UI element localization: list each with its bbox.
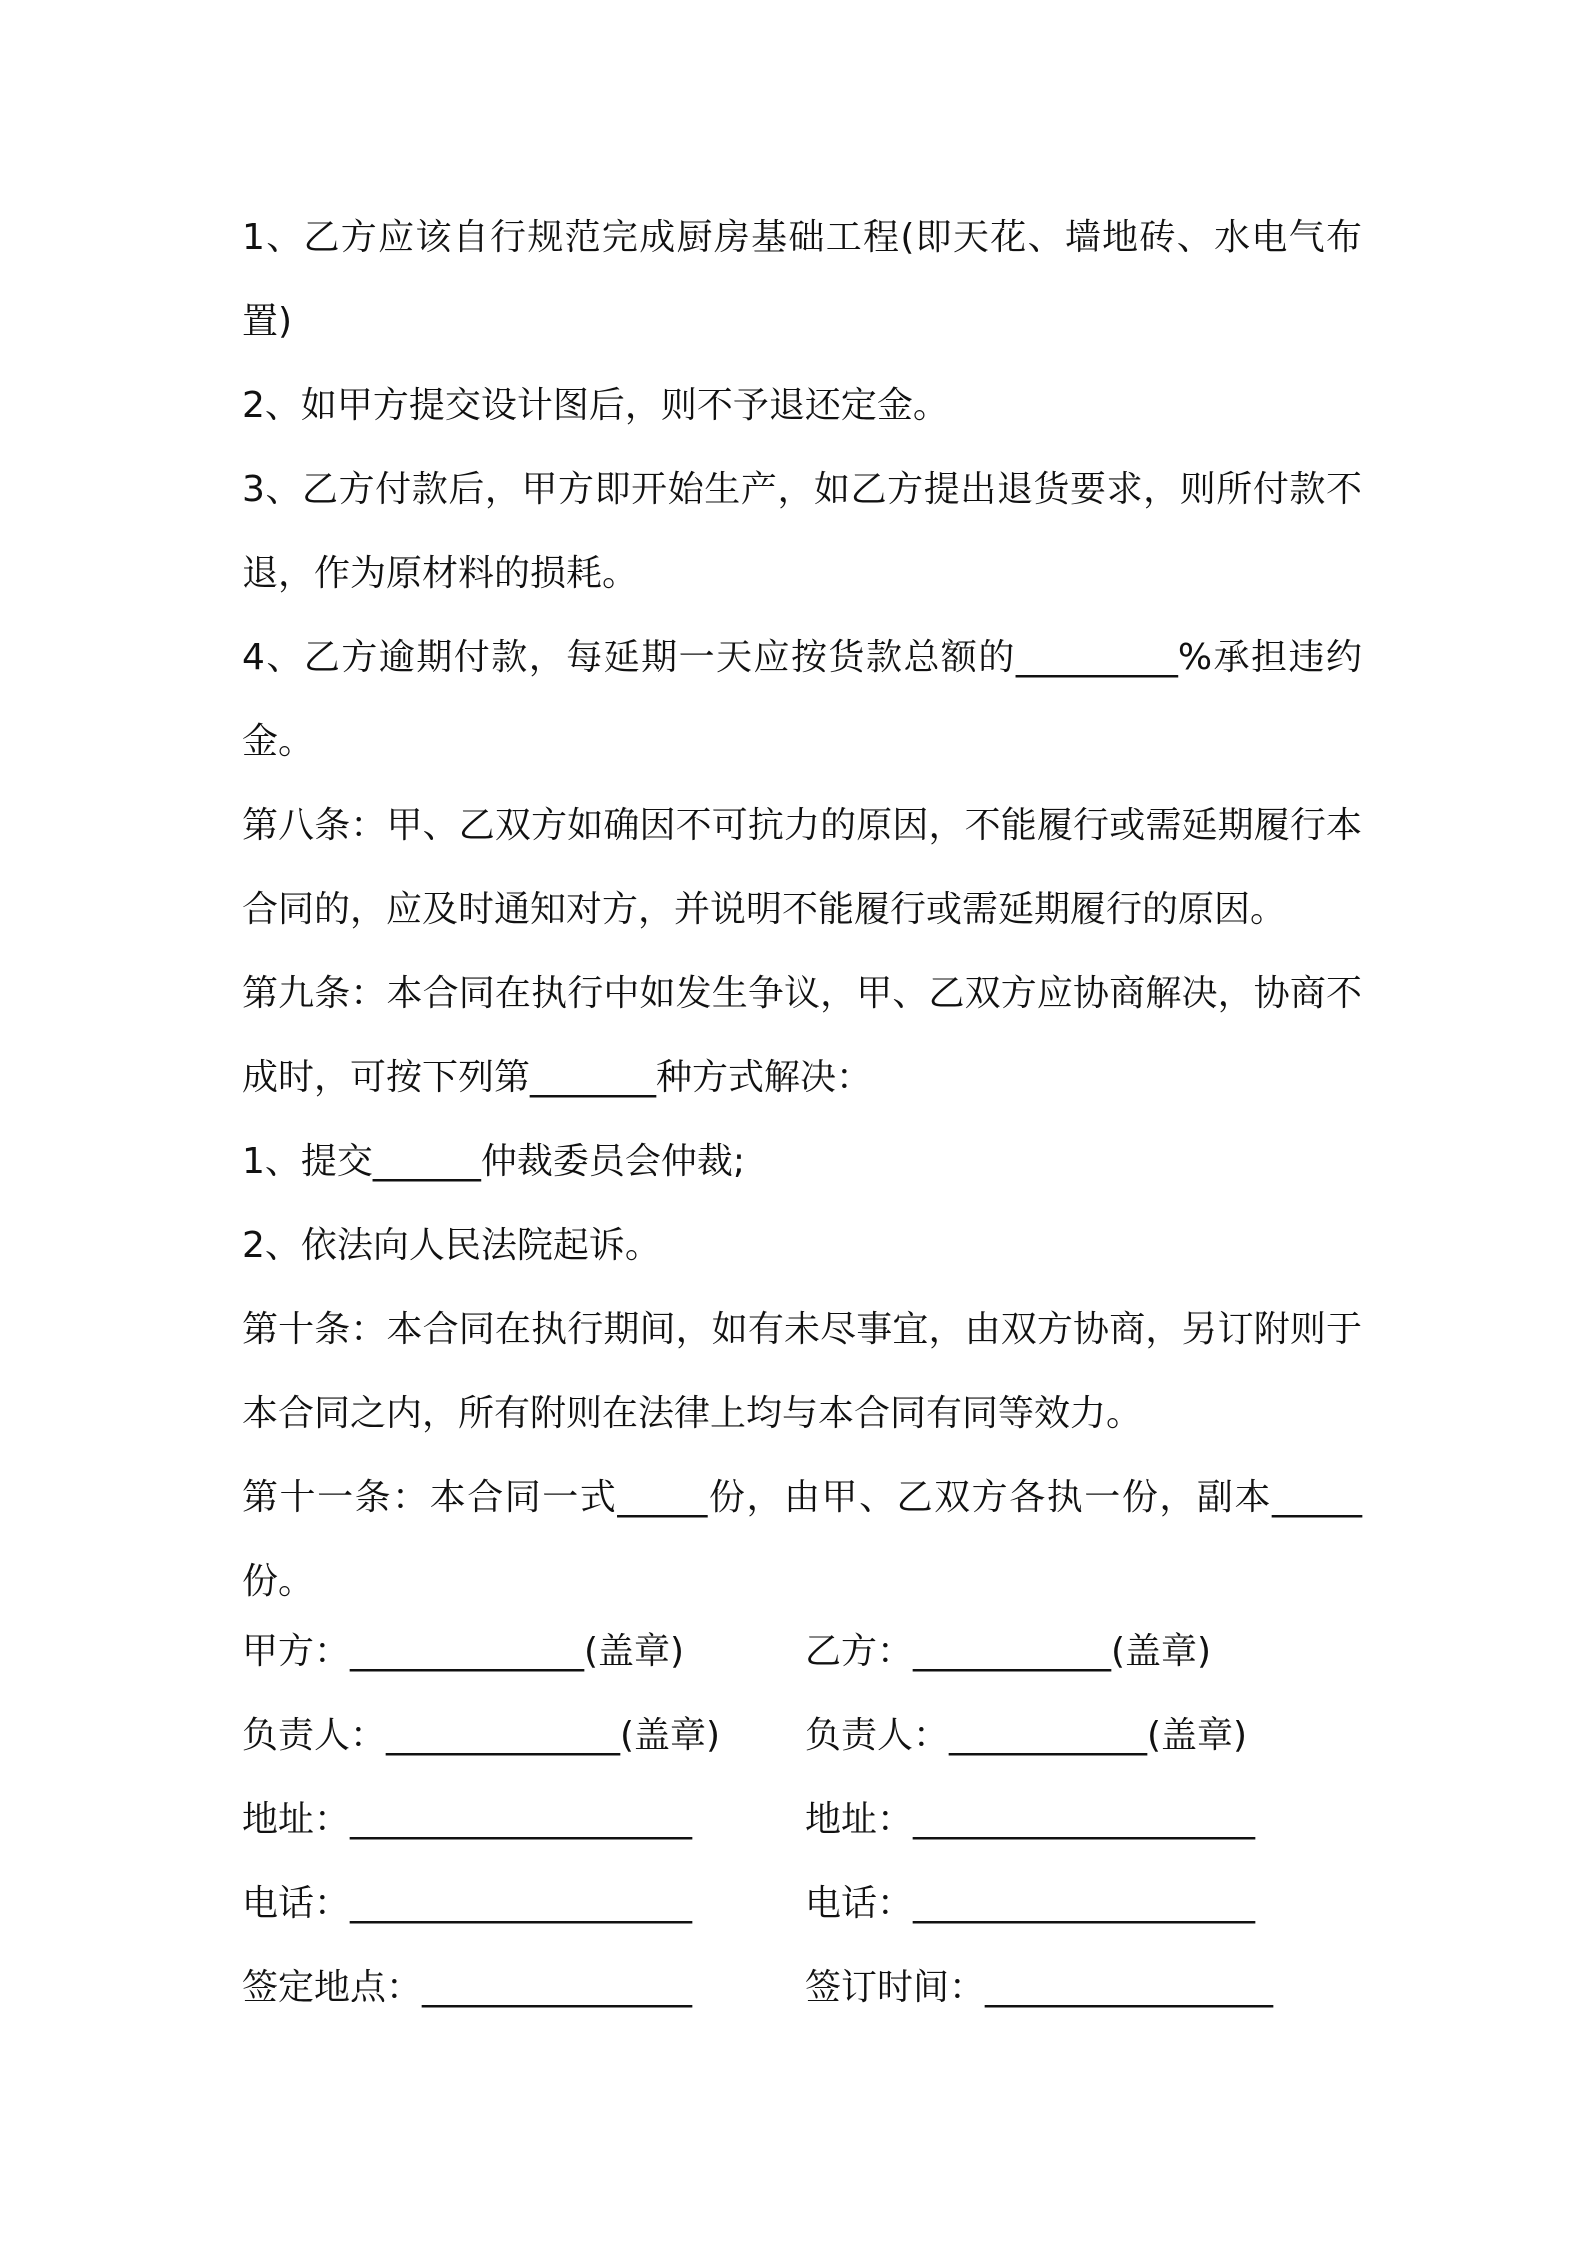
signature-block	[242, 1610, 1362, 2030]
clause-3-refund: 3、乙方付款后，甲方即开始生产，如乙方提出退货要求，则所付款不退，作为原材料的损耗。	[242, 469, 1362, 594]
clause-4-late-payment: 4、乙方逾期付款，每延期一天应按货款总额的_________%承担违约金。	[242, 637, 1362, 762]
dispute-option-court: 2、依法向人民法院起诉。	[242, 1225, 661, 1266]
signature-row-representative	[242, 1694, 1362, 1778]
clause-2-deposit: 2、如甲方提交设计图后，则不予退还定金。	[242, 385, 949, 426]
article-8-force-majeure: 第八条：甲、乙双方如确因不可抗力的原因，不能履行或需延期履行本合同的，应及时通知对方，并说明不能履行或需延期履行的原因。	[242, 805, 1362, 930]
party-b-phone-field: 电话：___________________	[805, 1883, 1256, 1924]
signing-date-field: 签订时间：________________	[805, 1967, 1274, 2008]
contract-body	[242, 196, 1362, 1624]
signature-row-place-date	[242, 1946, 1362, 2030]
article-11-copies: 第十一条：本合同一式_____份，由甲、乙双方各执一份，副本_____份。	[242, 1477, 1362, 1602]
party-b-address-field: 地址：___________________	[805, 1799, 1256, 1840]
party-a-address-field: 地址：___________________	[242, 1799, 693, 1840]
article-9-dispute: 第九条：本合同在执行中如发生争议，甲、乙双方应协商解决，协商不成时，可按下列第_______种方式解决：	[242, 973, 1362, 1098]
party-a-phone-field: 电话：___________________	[242, 1883, 693, 1924]
signature-row-party	[242, 1610, 1362, 1694]
party-a-representative-field: 负责人：_____________(盖章)	[242, 1715, 721, 1756]
article-10-supplement: 第十条：本合同在执行期间，如有未尽事宜，由双方协商，另订附则于本合同之内，所有附则在法律上均与本合同有同等效力。	[242, 1309, 1362, 1434]
clause-1-construction: 1、乙方应该自行规范完成厨房基础工程(即天花、墙地砖、水电气布置)	[242, 217, 1362, 342]
dispute-option-arbitration: 1、提交______仲裁委员会仲裁;	[242, 1141, 746, 1182]
party-b-field: 乙方：___________(盖章)	[805, 1631, 1212, 1672]
party-b-representative-field: 负责人：___________(盖章)	[805, 1715, 1248, 1756]
party-a-field: 甲方：_____________(盖章)	[242, 1631, 685, 1672]
signature-row-phone	[242, 1862, 1362, 1946]
signature-row-address	[242, 1778, 1362, 1862]
signing-place-field: 签定地点：_______________	[242, 1967, 693, 2008]
